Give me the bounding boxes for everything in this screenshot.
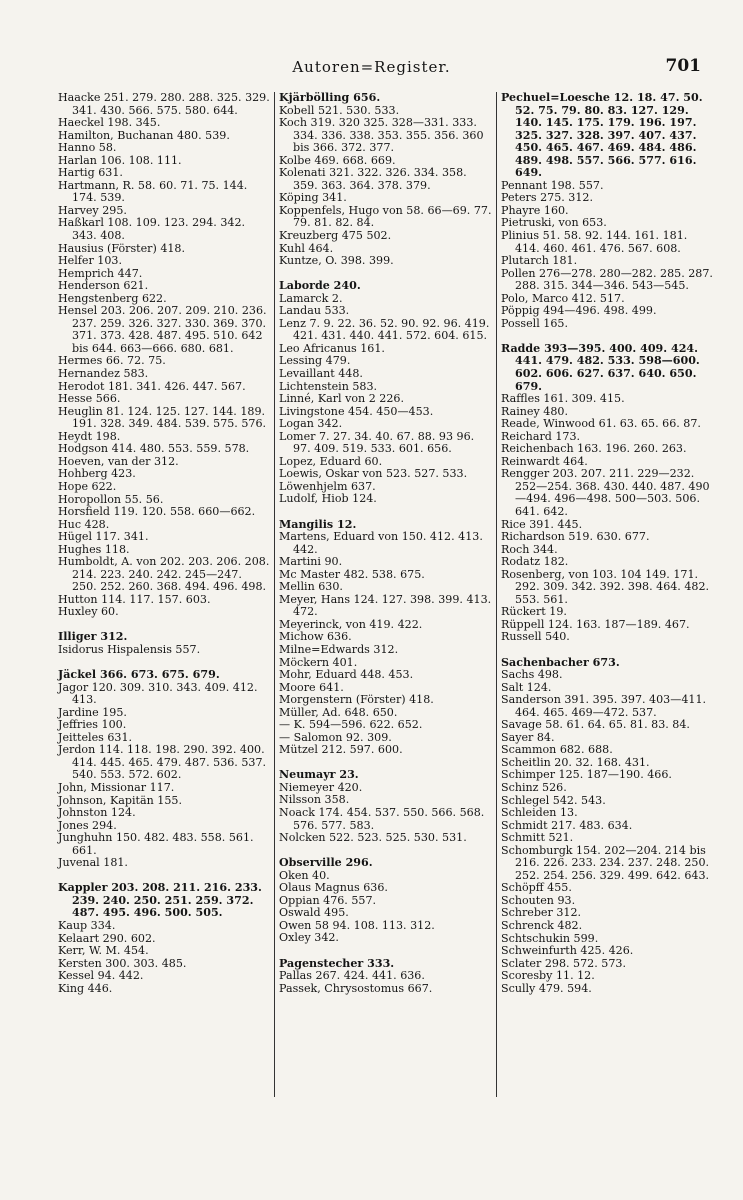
index-entry: Kerr, W. M. 454. bbox=[58, 944, 149, 958]
index-entry: Reade, Winwood 61. 63. 65. 66. 87. bbox=[501, 417, 701, 431]
page-number: 701 bbox=[665, 56, 701, 76]
index-entry: Köping 341. bbox=[279, 191, 347, 205]
index-entry: Herodot 181. 341. 426. 447. 567. bbox=[58, 379, 246, 393]
index-entry: Russell 540. bbox=[501, 630, 570, 644]
index-entry: Richardson 519. 630. 677. bbox=[501, 530, 650, 544]
index-entry: Oken 40. bbox=[279, 868, 330, 882]
index-entry: Huxley 60. bbox=[58, 605, 119, 619]
index-entry: Lessing 479. bbox=[279, 354, 351, 368]
index-entry: Mangilis 12. bbox=[279, 517, 357, 531]
page-header bbox=[0, 58, 743, 82]
index-entry: Schrenck 482. bbox=[501, 919, 583, 932]
index-entry: Pöppig 494—496. 498. 499. bbox=[501, 304, 657, 318]
index-entry: — Salomon 92. 309. bbox=[279, 730, 392, 744]
index-entry: Milne=Edwards 312. bbox=[279, 642, 399, 656]
index-entry: Rainey 480. bbox=[501, 404, 568, 418]
index-entry: Logan 342. bbox=[279, 417, 343, 431]
index-entry: Jeitteles 631. bbox=[58, 730, 133, 744]
section-gap bbox=[279, 506, 493, 519]
index-entry: John, Missionar 117. bbox=[58, 780, 175, 794]
index-entry: Leo Africanus 161. bbox=[279, 341, 385, 355]
index-entry: Hensel 203. 206. 207. 209. 210. 236. 237. 259. 326. 327. 330. 369. 370. 371. 373. 428. 487. 495. 510. 642 bis 644. 663—666. 680. 681. bbox=[58, 304, 267, 355]
index-entry: Scammon 682. 688. bbox=[501, 743, 613, 757]
index-entry: Löwenhjelm 637. bbox=[279, 479, 376, 493]
index-entry: Isidorus Hispalensis 557. bbox=[58, 643, 201, 657]
index-entry: Jones 294. bbox=[58, 818, 117, 832]
index-entry: Pagenstecher 333. bbox=[279, 956, 395, 970]
index-column-2 bbox=[274, 92, 493, 1097]
index-entry: Schomburgk 154. 202—204. 214 bis 216. 226. 233. 234. 237. 248. 250. 252. 254. 256. 329. 499. 642. 643. bbox=[501, 843, 710, 882]
index-entry: Rosenberg, von 103. 104 149. 171. 292. 309. 342. 392. 398. 464. 482. 553. 561. bbox=[501, 567, 710, 606]
index-entry: Hesse 566. bbox=[58, 392, 121, 406]
index-entry: Müller, Ad. 648. 650. bbox=[279, 705, 398, 719]
index-entry: Sachenbacher 673. bbox=[501, 655, 620, 669]
index-entry: Kersten 300. 303. 485. bbox=[58, 956, 187, 970]
index-entry: Illiger 312. bbox=[58, 630, 128, 644]
index-entry: Mc Master 482. 538. 675. bbox=[279, 567, 425, 581]
index-entry: Kaup 334. bbox=[58, 918, 116, 932]
index-entry: Schreber 312. bbox=[501, 906, 582, 920]
index-entry: Schtschukin 599. bbox=[501, 931, 599, 945]
index-entry: Nolcken 522. 523. 525. 530. 531. bbox=[279, 831, 467, 845]
index-entry: Helfer 103. bbox=[58, 254, 122, 268]
index-column-1 bbox=[58, 92, 270, 995]
index-column-3 bbox=[496, 92, 713, 1097]
index-entry: Haeckel 198. 345. bbox=[58, 116, 161, 130]
index-entry: Roch 344. bbox=[501, 542, 558, 556]
index-entry: Jardine 195. bbox=[58, 705, 127, 719]
index-entry: Schouten 93. bbox=[501, 893, 576, 907]
index-entry: Hemprich 447. bbox=[58, 266, 143, 280]
index-entry: Schleiden 13. bbox=[501, 806, 578, 820]
index-entry: Owen 58 94. 108. 113. 312. bbox=[279, 918, 435, 932]
index-entry: — K. 594—596. 622. 652. bbox=[279, 718, 423, 732]
index-entry: Harvey 295. bbox=[58, 203, 127, 217]
index-entry: Schlegel 542. 543. bbox=[501, 793, 606, 807]
index-entry: Meyer, Hans 124. 127. 398. 399. 413. 472. bbox=[279, 592, 492, 619]
index-entry: Raffles 161. 309. 415. bbox=[501, 392, 625, 406]
index-entry: Michow 636. bbox=[279, 630, 352, 644]
index-entry: Scully 479. 594. bbox=[501, 981, 592, 995]
index-entry: Lopez, Eduard 60. bbox=[279, 454, 383, 468]
index-entry: Savage 58. 61. 64. 65. 81. 83. 84. bbox=[501, 718, 690, 732]
index-entry: Rice 391. 445. bbox=[501, 517, 583, 531]
index-entry: Mützel 212. 597. 600. bbox=[279, 743, 403, 757]
index-entry: Schmitt 521. bbox=[501, 831, 574, 845]
index-entry: Polo, Marco 412. 517. bbox=[501, 291, 625, 305]
index-entry: Kjärbölling 656. bbox=[279, 91, 381, 104]
index-entry: Hausius (Förster) 418. bbox=[58, 241, 186, 255]
index-entry: Phayre 160. bbox=[501, 203, 569, 217]
index-entry: Linné, Karl von 2 226. bbox=[279, 392, 405, 406]
index-entry: Hartig 631. bbox=[58, 166, 123, 180]
index-entry: Pechuel=Loesche 12. 18. 47. 50. 52. 75. 79. 80. 83. 127. 129. 140. 145. 175. 179. 196. 197. 325. 327. 328. 397. 407. 437. 450. 465. 467. 469. 484. 486. 489. 498. 557. 566. 577. 616. 649. bbox=[501, 91, 703, 180]
index-entry: King 446. bbox=[58, 981, 113, 995]
index-entry: Jäckel 366. 673. 675. 679. bbox=[58, 668, 220, 682]
index-entry: Reinwardt 464. bbox=[501, 454, 588, 468]
index-entry: Heuglin 81. 124. 125. 127. 144. 189. 191. 328. 349. 484. 539. 575. 576. bbox=[58, 404, 267, 431]
index-entry: Livingstone 454. 450—453. bbox=[279, 404, 434, 418]
index-entry: Hope 622. bbox=[58, 479, 117, 493]
index-entry: Schweinfurth 425. 426. bbox=[501, 944, 634, 958]
index-entry: Henderson 621. bbox=[58, 279, 149, 293]
index-entry: Rengger 203. 207. 211. 229—232. 252—254. 368. 430. 440. 487. 490—494. 496—498. 500—503. 506. 641. 642. bbox=[501, 467, 710, 518]
index-entry: Humboldt, A. von 202. 203. 206. 208. 214. 223. 240. 242. 245—247. 250. 252. 260. 368. 494. 496. 498. bbox=[58, 555, 270, 594]
index-entry: Oxley 342. bbox=[279, 931, 339, 945]
section-gap bbox=[501, 644, 713, 657]
index-entry: Harlan 106. 108. 111. bbox=[58, 153, 182, 167]
index-entry: Kreuzberg 475 502. bbox=[279, 229, 392, 243]
index-entry: Schimper 125. 187—190. 466. bbox=[501, 768, 672, 782]
index-entry: Scheitlin 20. 32. 168. 431. bbox=[501, 755, 650, 769]
index-entry: Levaillant 448. bbox=[279, 366, 363, 380]
index-entry: Pennant 198. 557. bbox=[501, 178, 604, 192]
index-entry: Niemeyer 420. bbox=[279, 780, 363, 794]
index-entry: Hughes 118. bbox=[58, 542, 130, 556]
index-entry: Oswald 495. bbox=[279, 906, 349, 920]
index-entry: Schinz 526. bbox=[501, 780, 567, 794]
index-entry: Haßkarl 108. 109. 123. 294. 342. 343. 408. bbox=[58, 216, 246, 243]
index-entry: Koch 319. 320 325. 328—331. 333. 334. 336. 338. 353. 355. 356. 360 bis 366. 372. 377. bbox=[279, 116, 484, 155]
index-entry: Kuhl 464. bbox=[279, 241, 334, 255]
index-entry: Hoeven, van der 312. bbox=[58, 454, 179, 468]
index-entry: Noack 174. 454. 537. 550. 566. 568. 576. 577. 583. bbox=[279, 806, 485, 832]
index-entry: Hodgson 414. 480. 553. 559. 578. bbox=[58, 442, 250, 456]
index-entry: Sclater 298. 572. 573. bbox=[501, 956, 626, 970]
index-entry: Peters 275. 312. bbox=[501, 191, 594, 205]
index-entry: Ludolf, Hiob 124. bbox=[279, 492, 377, 506]
index-entry: Pollen 276—278. 280—282. 285. 287. 288. 315. 344—346. 543—545. bbox=[501, 266, 713, 293]
index-entry: Junghuhn 150. 482. 483. 558. 561. 661. bbox=[58, 831, 254, 857]
index-entry: Hanno 58. bbox=[58, 141, 117, 155]
index-entry: Moore 641. bbox=[279, 680, 344, 694]
index-entry: Plutarch 181. bbox=[501, 254, 578, 268]
index-entry: Rüppell 124. 163. 187—189. 467. bbox=[501, 617, 690, 631]
index-entry: Juvenal 181. bbox=[58, 856, 128, 870]
index-entry: Jagor 120. 309. 310. 343. 409. 412. 413. bbox=[58, 680, 258, 707]
index-entry: Mohr, Eduard 448. 453. bbox=[279, 668, 414, 682]
index-entry: Heydt 198. bbox=[58, 429, 121, 443]
index-entry: Morgenstern (Förster) 418. bbox=[279, 693, 434, 707]
index-entry: Johnson, Kapitän 155. bbox=[58, 793, 182, 807]
index-entry: Observille 296. bbox=[279, 856, 373, 870]
index-entry: Horopollon 55. 56. bbox=[58, 492, 164, 506]
index-entry: Kuntze, O. 398. 399. bbox=[279, 254, 394, 268]
index-entry: Kelaart 290. 602. bbox=[58, 931, 156, 945]
index-entry: Radde 393—395. 400. 409. 424. 441. 479. 482. 533. 598—600. 602. 606. 627. 637. 640. 650. 679. bbox=[501, 341, 700, 393]
index-entry: Hutton 114. 117. 157. 603. bbox=[58, 592, 211, 606]
index-entry: Sachs 498. bbox=[501, 668, 563, 682]
index-entry: Hengstenberg 622. bbox=[58, 291, 167, 305]
index-entry: Landau 533. bbox=[279, 304, 350, 318]
index-entry: Lichtenstein 583. bbox=[279, 379, 378, 393]
index-entry: Kolenati 321. 322. 326. 334. 358. 359. 363. 364. 378. 379. bbox=[279, 166, 467, 192]
index-entry: Possell 165. bbox=[501, 316, 568, 330]
index-entry: Meyerinck, von 419. 422. bbox=[279, 617, 423, 631]
index-entry: Schmidt 217. 483. 634. bbox=[501, 818, 633, 832]
index-entry: Mellin 630. bbox=[279, 580, 343, 594]
index-entry: Scoresby 11. 12. bbox=[501, 969, 595, 983]
index-entry: Nilsson 358. bbox=[279, 793, 350, 807]
index-entry: Loewis, Oskar von 523. 527. 533. bbox=[279, 467, 468, 481]
index-entry: Oppian 476. 557. bbox=[279, 893, 377, 907]
index-entry: Pallas 267. 424. 441. 636. bbox=[279, 969, 425, 983]
index-entry: Koppenfels, Hugo von 58. 66—69. 77. 79. 81. 82. 84. bbox=[279, 203, 492, 230]
index-entry: Hamilton, Buchanan 480. 539. bbox=[58, 128, 230, 142]
index-entry: Haacke 251. 279. 280. 288. 325. 329. 341. 430. 566. 575. 580. 644. bbox=[58, 91, 270, 117]
index-entry: Salt 124. bbox=[501, 680, 552, 694]
index-entry: Sanderson 391. 395. 397. 403—411. 464. 465. 469—472. 537. bbox=[501, 693, 707, 719]
index-entry: Kolbe 469. 668. 669. bbox=[279, 153, 396, 167]
index-entry: Neumayr 23. bbox=[279, 768, 359, 782]
index-entry: Möckern 401. bbox=[279, 655, 358, 669]
index-entry: Jerdon 114. 118. 198. 290. 392. 400. 414. 445. 465. 479. 487. 536. 537. 540. 553. 572. 602. bbox=[58, 743, 267, 782]
index-entry: Jeffries 100. bbox=[58, 718, 127, 732]
index-entry: Pietruski, von 653. bbox=[501, 216, 607, 230]
index-entry: Sayer 84. bbox=[501, 730, 555, 744]
index-entry: Kobell 521. 530. 533. bbox=[279, 103, 400, 117]
index-entry: Lamarck 2. bbox=[279, 291, 343, 305]
index-entry: Lomer 7. 27. 34. 40. 67. 88. 93 96. 97. 409. 519. 533. 601. 656. bbox=[279, 429, 475, 456]
index-entry: Rodatz 182. bbox=[501, 555, 569, 569]
section-gap bbox=[279, 945, 493, 958]
index-entry: Kappler 203. 208. 211. 216. 233. 239. 240. 250. 251. 259. 372. 487. 495. 496. 500. 505. bbox=[58, 881, 262, 920]
index-entry: Schöpff 455. bbox=[501, 881, 572, 895]
index-entry: Hartmann, R. 58. 60. 71. 75. 144. 174. 539. bbox=[58, 178, 248, 205]
index-entry: Hohberg 423. bbox=[58, 467, 136, 481]
index-entry: Hügel 117. 341. bbox=[58, 530, 149, 544]
index-entry: Horsfield 119. 120. 558. 660—662. bbox=[58, 505, 256, 519]
index-entry: Reichard 173. bbox=[501, 429, 581, 443]
index-entry: Laborde 240. bbox=[279, 279, 361, 293]
index-entry: Rückert 19. bbox=[501, 605, 567, 619]
index-entry: Plinius 51. 58. 92. 144. 161. 181. 414. 460. 461. 476. 567. 608. bbox=[501, 229, 688, 255]
index-entry: Hernandez 583. bbox=[58, 367, 149, 381]
running-title: Autoren=Register. bbox=[292, 58, 451, 76]
index-entry: Hermes 66. 72. 75. bbox=[58, 354, 166, 368]
index-entry: Olaus Magnus 636. bbox=[279, 881, 388, 895]
index-entry: Martini 90. bbox=[279, 555, 343, 569]
index-entry: Reichenbach 163. 196. 260. 263. bbox=[501, 442, 687, 456]
index-entry: Johnston 124. bbox=[58, 806, 136, 820]
index-entry: Huc 428. bbox=[58, 517, 110, 531]
index-entry: Passek, Chrysostomus 667. bbox=[279, 981, 433, 995]
index-entry: Kessel 94. 442. bbox=[58, 969, 144, 983]
index-entry: Martens, Eduard von 150. 412. 413. 442. bbox=[279, 530, 483, 556]
index-entry: Lenz 7. 9. 22. 36. 52. 90. 92. 96. 419. 421. 431. 440. 441. 572. 604. 615. bbox=[279, 316, 490, 343]
